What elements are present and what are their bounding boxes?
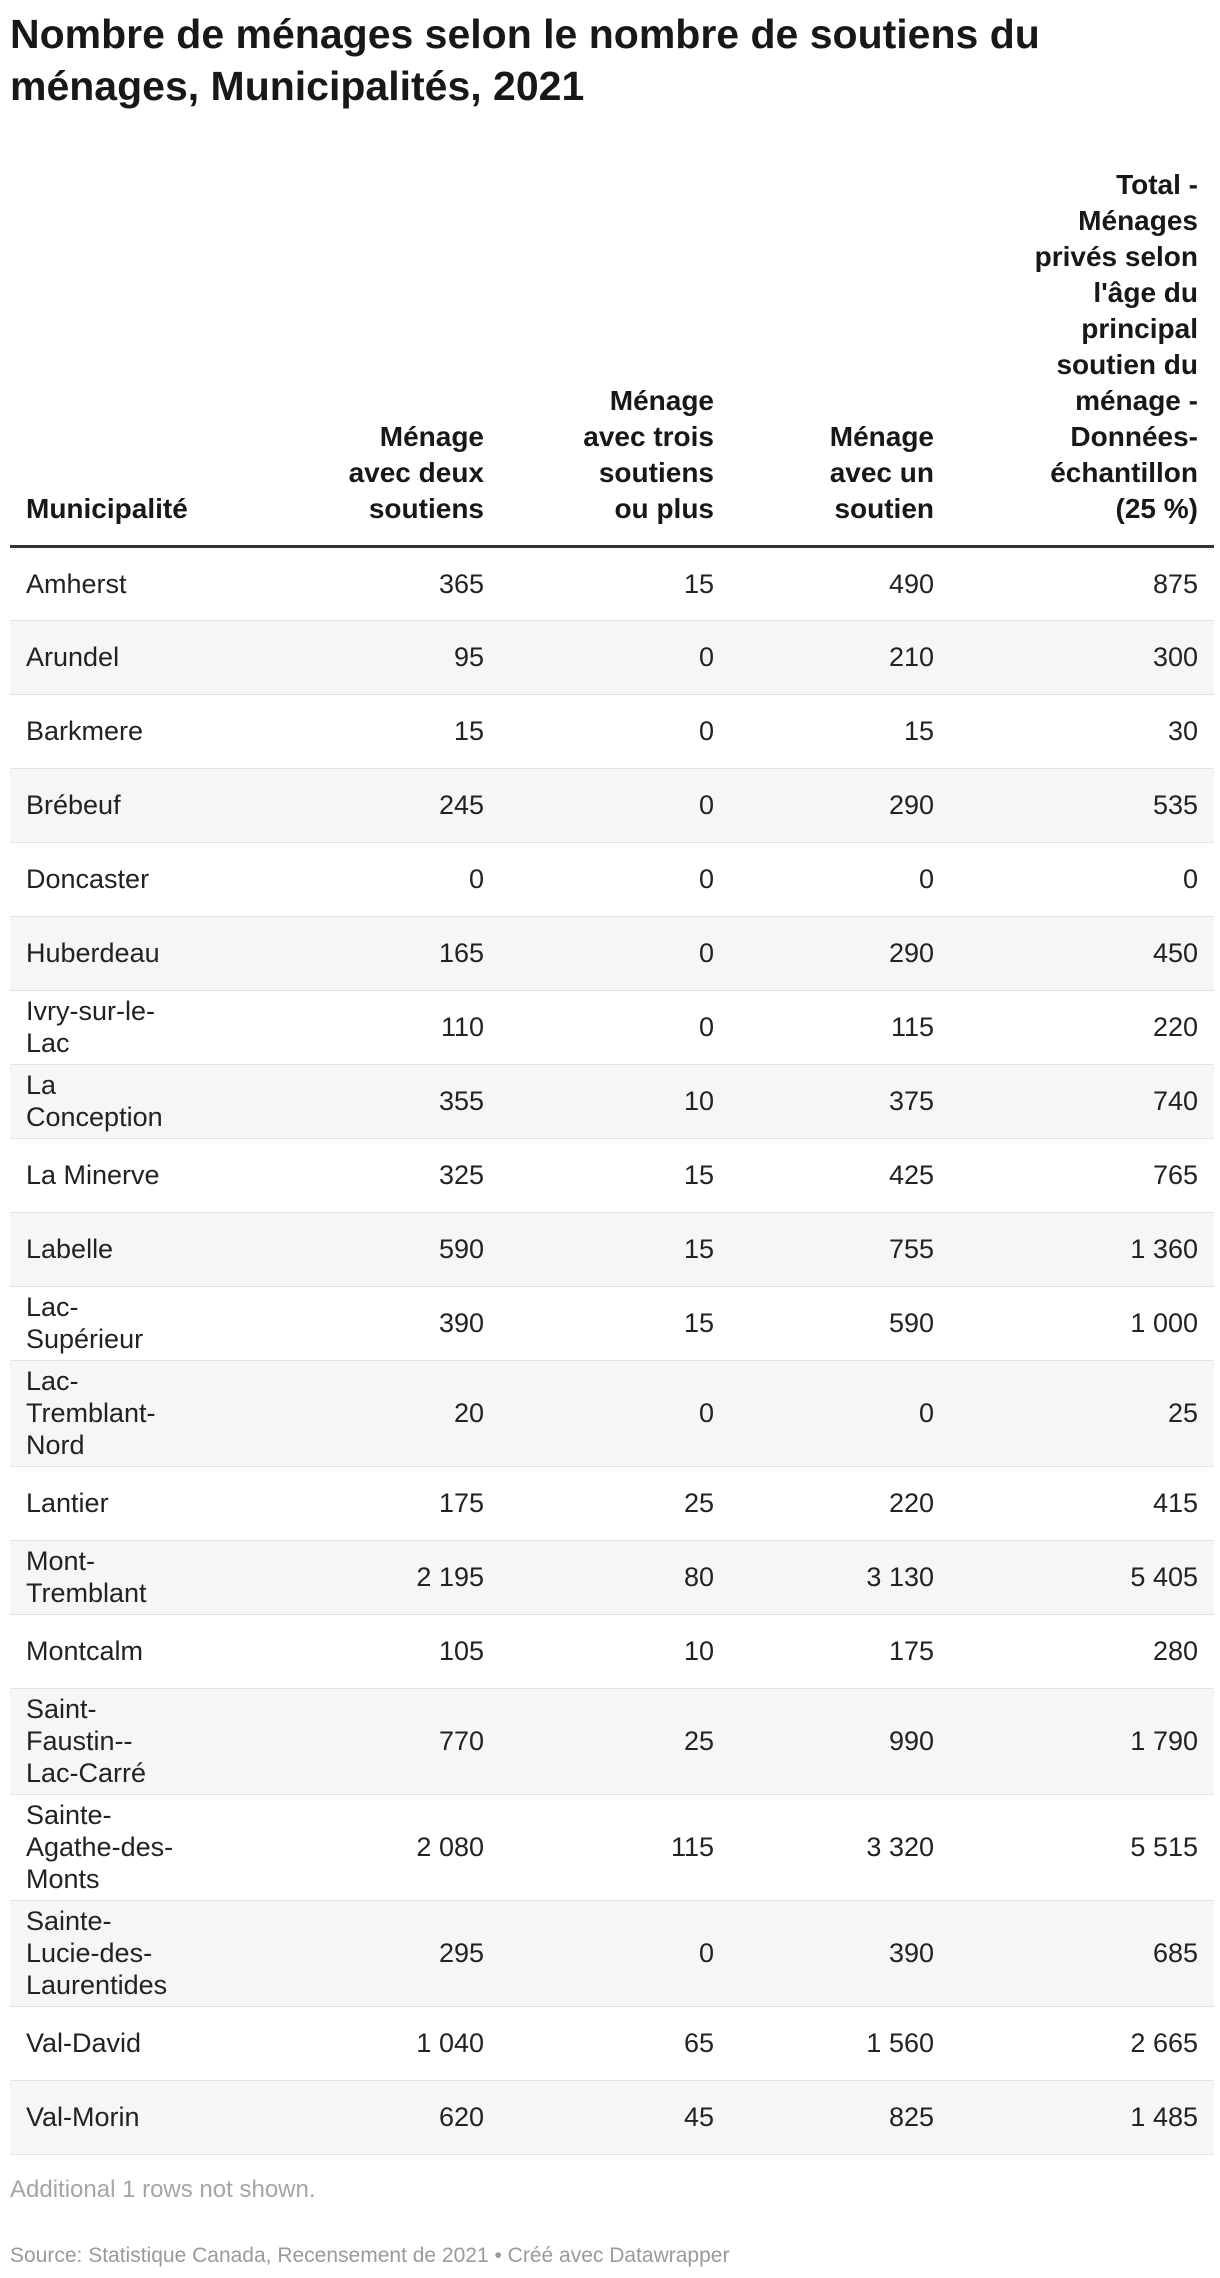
three-plus-earners-cell: 15 [500, 1212, 730, 1286]
two-earners-cell: 245 [220, 768, 500, 842]
one-earner-cell: 390 [730, 1900, 950, 2006]
three-plus-earners-cell: 45 [500, 2080, 730, 2154]
column-header-deux-soutiens[interactable]: Ménage avec deux soutiens [220, 148, 500, 546]
table-row [10, 1212, 1214, 1286]
table-row [10, 620, 1214, 694]
column-header-total[interactable]: Total - Ménages privés selon l'âge du principal soutien du ménage - Données-échantillon (25 %) [950, 148, 1214, 546]
one-earner-cell: 990 [730, 1688, 950, 1794]
table-row [10, 694, 1214, 768]
total-cell: 220 [950, 990, 1214, 1064]
one-earner-cell: 0 [730, 842, 950, 916]
one-earner-cell: 220 [730, 1466, 950, 1540]
table-row [10, 842, 1214, 916]
one-earner-cell: 590 [730, 1286, 950, 1360]
one-earner-cell: 825 [730, 2080, 950, 2154]
one-earner-cell: 175 [730, 1614, 950, 1688]
table-body [10, 546, 1214, 2154]
table-row [10, 1360, 1214, 1466]
municipality-cell: Sainte-Agathe-des-Monts [10, 1794, 220, 1900]
total-cell: 685 [950, 1900, 1214, 2006]
chart-title: Nombre de ménages selon le nombre de soutiens du ménages, Municipalités, 2021 [10, 11, 1040, 109]
table-row [10, 916, 1214, 990]
total-cell: 535 [950, 768, 1214, 842]
total-cell: 740 [950, 1064, 1214, 1138]
three-plus-earners-cell: 0 [500, 1360, 730, 1466]
total-cell: 280 [950, 1614, 1214, 1688]
three-plus-earners-cell: 0 [500, 768, 730, 842]
municipality-cell: Val-David [10, 2006, 220, 2080]
one-earner-cell: 290 [730, 768, 950, 842]
column-header-trois-soutiens[interactable]: Ménage avec trois soutiens ou plus [500, 148, 730, 546]
total-cell: 1 000 [950, 1286, 1214, 1360]
municipality-cell: Barkmere [10, 694, 220, 768]
two-earners-cell: 355 [220, 1064, 500, 1138]
two-earners-cell: 620 [220, 2080, 500, 2154]
table-row [10, 768, 1214, 842]
total-cell: 25 [950, 1360, 1214, 1466]
three-plus-earners-cell: 0 [500, 1900, 730, 2006]
municipality-cell: Lantier [10, 1466, 220, 1540]
one-earner-cell: 490 [730, 546, 950, 620]
two-earners-cell: 165 [220, 916, 500, 990]
total-cell: 450 [950, 916, 1214, 990]
table-row [10, 1614, 1214, 1688]
table-header-row [10, 148, 1214, 546]
table-row [10, 1064, 1214, 1138]
two-earners-cell: 95 [220, 620, 500, 694]
column-header-un-soutien[interactable]: Ménage avec un soutien [730, 148, 950, 546]
two-earners-cell: 1 040 [220, 2006, 500, 2080]
column-header-municipalite[interactable]: Municipalité [10, 148, 220, 546]
one-earner-cell: 0 [730, 1360, 950, 1466]
table-row [10, 2006, 1214, 2080]
two-earners-cell: 20 [220, 1360, 500, 1466]
total-cell: 5 515 [950, 1794, 1214, 1900]
total-cell: 415 [950, 1466, 1214, 1540]
total-cell: 1 485 [950, 2080, 1214, 2154]
two-earners-cell: 365 [220, 546, 500, 620]
municipality-cell: Lac-Supérieur [10, 1286, 220, 1360]
total-cell: 300 [950, 620, 1214, 694]
table-row [10, 546, 1214, 620]
municipality-cell: Huberdeau [10, 916, 220, 990]
one-earner-cell: 290 [730, 916, 950, 990]
one-earner-cell: 210 [730, 620, 950, 694]
municipality-cell: Sainte-Lucie-des-Laurentides [10, 1900, 220, 2006]
table-row [10, 1466, 1214, 1540]
three-plus-earners-cell: 65 [500, 2006, 730, 2080]
three-plus-earners-cell: 15 [500, 546, 730, 620]
one-earner-cell: 3 320 [730, 1794, 950, 1900]
two-earners-cell: 0 [220, 842, 500, 916]
municipality-cell: Lac-Tremblant-Nord [10, 1360, 220, 1466]
municipality-cell: Saint-Faustin--Lac-Carré [10, 1688, 220, 1794]
total-cell: 875 [950, 546, 1214, 620]
two-earners-cell: 325 [220, 1138, 500, 1212]
three-plus-earners-cell: 115 [500, 1794, 730, 1900]
municipality-cell: Mont-Tremblant [10, 1540, 220, 1614]
municipality-cell: Brébeuf [10, 768, 220, 842]
three-plus-earners-cell: 10 [500, 1064, 730, 1138]
two-earners-cell: 15 [220, 694, 500, 768]
two-earners-cell: 295 [220, 1900, 500, 2006]
two-earners-cell: 770 [220, 1688, 500, 1794]
municipality-cell: La Minerve [10, 1138, 220, 1212]
table-row [10, 1688, 1214, 1794]
table-row [10, 1794, 1214, 1900]
three-plus-earners-cell: 15 [500, 1286, 730, 1360]
two-earners-cell: 110 [220, 990, 500, 1064]
table-row [10, 1900, 1214, 2006]
three-plus-earners-cell: 80 [500, 1540, 730, 1614]
two-earners-cell: 2 195 [220, 1540, 500, 1614]
one-earner-cell: 3 130 [730, 1540, 950, 1614]
source-credit: Source: Statistique Canada, Recensement de 2021 • Créé avec Datawrapper [10, 2244, 730, 2267]
two-earners-cell: 390 [220, 1286, 500, 1360]
table-row [10, 1286, 1214, 1360]
three-plus-earners-cell: 0 [500, 916, 730, 990]
one-earner-cell: 1 560 [730, 2006, 950, 2080]
table-row [10, 1138, 1214, 1212]
data-table [10, 148, 1214, 2155]
three-plus-earners-cell: 10 [500, 1614, 730, 1688]
two-earners-cell: 2 080 [220, 1794, 500, 1900]
three-plus-earners-cell: 0 [500, 842, 730, 916]
table-row [10, 2080, 1214, 2154]
municipality-cell: Val-Morin [10, 2080, 220, 2154]
three-plus-earners-cell: 0 [500, 620, 730, 694]
total-cell: 765 [950, 1138, 1214, 1212]
three-plus-earners-cell: 25 [500, 1688, 730, 1794]
three-plus-earners-cell: 0 [500, 990, 730, 1064]
three-plus-earners-cell: 15 [500, 1138, 730, 1212]
total-cell: 5 405 [950, 1540, 1214, 1614]
two-earners-cell: 590 [220, 1212, 500, 1286]
municipality-cell: Amherst [10, 546, 220, 620]
three-plus-earners-cell: 0 [500, 694, 730, 768]
two-earners-cell: 105 [220, 1614, 500, 1688]
two-earners-cell: 175 [220, 1466, 500, 1540]
one-earner-cell: 115 [730, 990, 950, 1064]
table-row [10, 990, 1214, 1064]
municipality-cell: Ivry-sur-le-Lac [10, 990, 220, 1064]
municipality-cell: Labelle [10, 1212, 220, 1286]
three-plus-earners-cell: 25 [500, 1466, 730, 1540]
municipality-cell: La Conception [10, 1064, 220, 1138]
one-earner-cell: 425 [730, 1138, 950, 1212]
one-earner-cell: 375 [730, 1064, 950, 1138]
municipality-cell: Montcalm [10, 1614, 220, 1688]
total-cell: 30 [950, 694, 1214, 768]
table-row [10, 1540, 1214, 1614]
one-earner-cell: 15 [730, 694, 950, 768]
total-cell: 0 [950, 842, 1214, 916]
one-earner-cell: 755 [730, 1212, 950, 1286]
municipality-cell: Doncaster [10, 842, 220, 916]
total-cell: 2 665 [950, 2006, 1214, 2080]
municipality-cell: Arundel [10, 620, 220, 694]
total-cell: 1 360 [950, 1212, 1214, 1286]
total-cell: 1 790 [950, 1688, 1214, 1794]
rows-hidden-note: Additional 1 rows not shown. [10, 2176, 316, 2203]
